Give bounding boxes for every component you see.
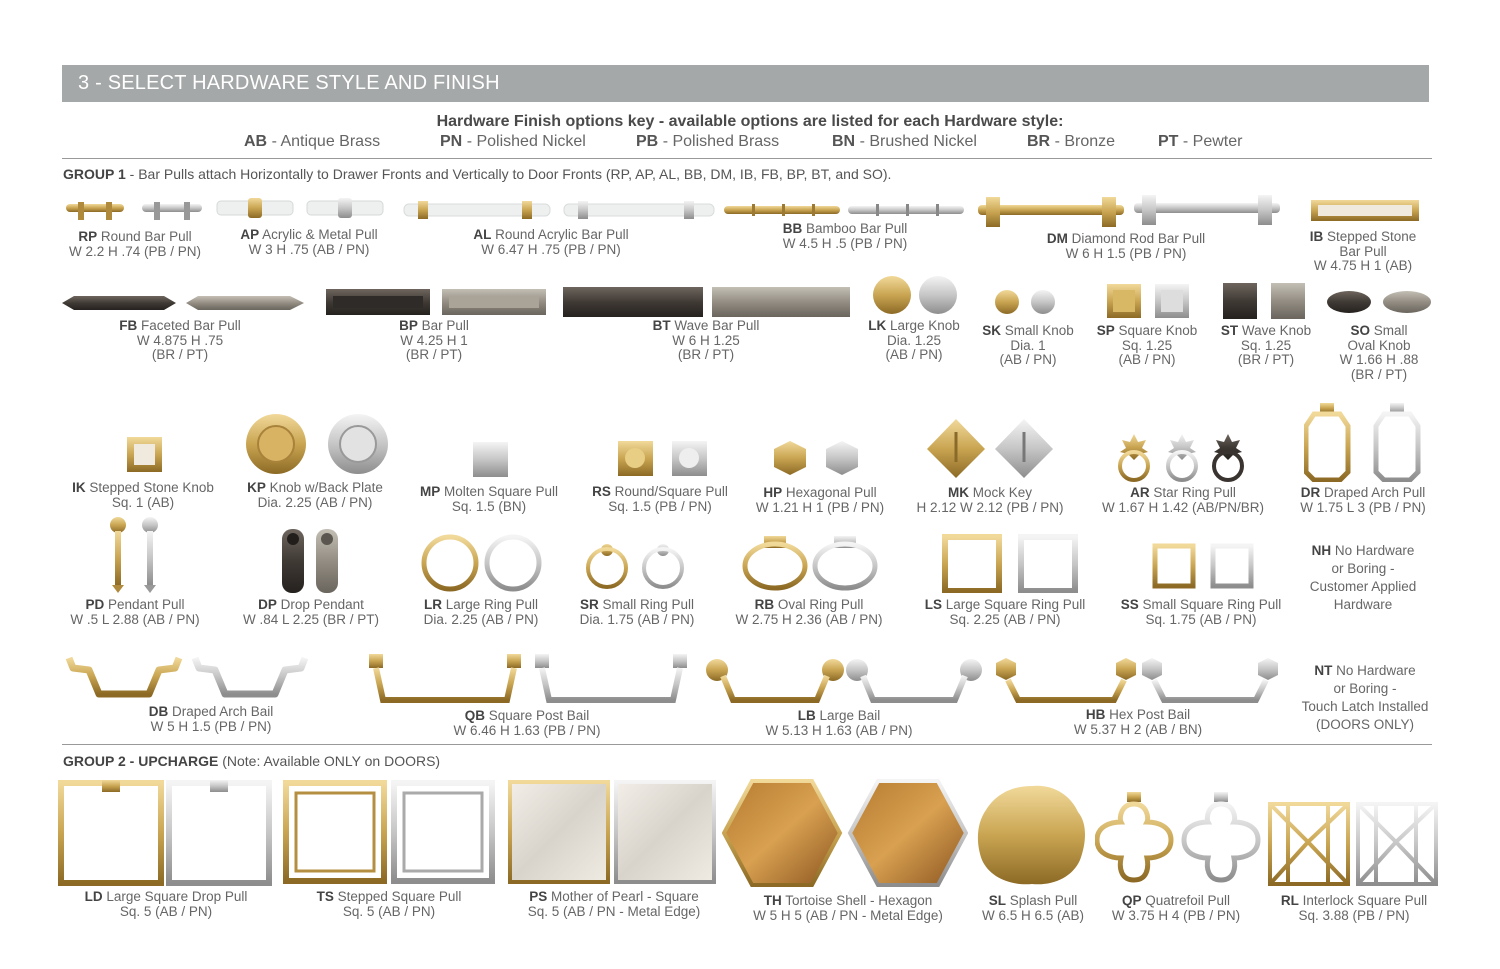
lk-large-knob-image[interactable] (872, 273, 962, 317)
rl-interlock-square-pull-image[interactable] (1268, 802, 1438, 886)
ik-stepped-stone-knob-image[interactable] (126, 436, 164, 474)
rl-caption: RL Interlock Square Pull Sq. 3.88 (PB / PN) (1280, 893, 1428, 923)
sp-square-knob-image[interactable] (1106, 283, 1192, 319)
group1-heading: GROUP 1 - Bar Pulls attach Horizontally to Drawer Fronts and Vertically to Door Fronts (RP, AP, AL, BB, DM, IB, FB, BP, BT, and SO). (63, 166, 892, 182)
bt-caption: BT Wave Bar Pull W 6 H 1.25 (BR / PT) (652, 318, 760, 362)
nh-caption: NH No Hardware or Boring - Customer Applied Hardware (1309, 543, 1417, 612)
al-caption: AL Round Acrylic Bar Pull W 6.47 H .75 (PB / PN) (473, 227, 629, 257)
hb-hex-post-bail-image[interactable] (994, 656, 1280, 708)
hb-caption: HB Hex Post Bail W 5.37 H 2 (AB / BN) (1073, 707, 1203, 737)
al-round-acrylic-bar-pull-image[interactable] (402, 198, 718, 222)
pd-pendant-pull-image[interactable] (106, 515, 166, 595)
dm-diamond-rod-bar-pull-image[interactable] (976, 193, 1286, 229)
ld-caption: LD Large Square Drop Pull Sq. 5 (AB / PN) (84, 889, 248, 919)
qp-caption: QP Quatrefoil Pull W 3.75 H 4 (PB / PN) (1111, 893, 1241, 923)
st-caption: ST Wave Knob Sq. 1.25 (BR / PT) (1220, 323, 1312, 367)
finish-key-pn: PN - Polished Nickel (440, 133, 586, 150)
finish-key-pt: PT - Pewter (1158, 133, 1243, 150)
rb-oval-ring-pull-image[interactable] (742, 532, 878, 592)
ps-caption: PS Mother of Pearl - Square Sq. 5 (AB / PN - Metal Edge) (527, 889, 701, 919)
sl-caption: SL Splash Pull W 6.5 H 6.5 (AB) (981, 893, 1085, 923)
rb-caption: RB Oval Ring Pull W 2.75 H 2.36 (AB / PN) (735, 597, 883, 627)
fb-caption: FB Faceted Bar Pull W 4.875 H .75 (BR / PT) (119, 318, 241, 362)
th-caption: TH Tortoise Shell - Hexagon W 5 H 5 (AB / PN - Metal Edge) (753, 893, 943, 923)
qp-quatrefoil-pull-image[interactable] (1095, 792, 1261, 884)
nt-caption: NT No Hardware or Boring - Touch Latch Installed (DOORS ONLY) (1301, 663, 1429, 732)
bp-bar-pull-image[interactable] (325, 288, 549, 316)
ik-caption: IK Stepped Stone Knob Sq. 1 (AB) (72, 480, 214, 510)
ss-caption: SS Small Square Ring Pull Sq. 1.75 (AB / PN) (1120, 597, 1282, 627)
st-wave-knob-image[interactable] (1222, 282, 1308, 320)
qb-square-post-bail-image[interactable] (367, 652, 687, 706)
dp-drop-pendant-image[interactable] (280, 525, 342, 595)
dr-draped-arch-pull-image[interactable] (1304, 402, 1424, 482)
ib-caption: IB Stepped Stone Bar Pull W 4.75 H 1 (AB) (1309, 229, 1417, 273)
ar-caption: AR Star Ring Pull W 1.67 H 1.42 (AB/PN/BR) (1101, 485, 1265, 515)
so-caption: SO Small Oval Knob W 1.66 H .88 (BR / PT) (1339, 323, 1419, 382)
lb-large-bail-image[interactable] (705, 658, 985, 708)
qb-caption: QB Square Post Bail W 6.46 H 1.63 (PB / PN) (453, 708, 601, 738)
db-draped-arch-bail-image[interactable] (63, 654, 313, 702)
finish-key-bn: BN - Brushed Nickel (832, 133, 977, 150)
bt-wave-bar-pull-image[interactable] (562, 286, 852, 318)
finish-key-br: BR - Bronze (1027, 133, 1116, 150)
sr-caption: SR Small Ring Pull Dia. 1.75 (AB / PN) (579, 597, 695, 627)
db-caption: DB Draped Arch Bail W 5 H 1.5 (PB / PN) (148, 704, 274, 734)
bb-bamboo-bar-pull-image[interactable] (722, 200, 968, 220)
bb-caption: BB Bamboo Bar Pull W 4.5 H .5 (PB / PN) (782, 221, 908, 251)
sp-caption: SP Square Knob Sq. 1.25 (AB / PN) (1096, 323, 1198, 367)
lr-caption: LR Large Ring Pull Dia. 2.25 (AB / PN) (423, 597, 539, 627)
ss-small-square-ring-pull-image[interactable] (1152, 543, 1256, 589)
hp-hexagonal-pull-image[interactable] (772, 439, 864, 477)
ap-caption: AP Acrylic & Metal Pull W 3 H .75 (AB / PN) (240, 227, 378, 257)
mp-caption: MP Molten Square Pull Sq. 1.5 (BN) (419, 484, 559, 514)
so-small-oval-knob-image[interactable] (1325, 289, 1435, 315)
ls-large-square-ring-pull-image[interactable] (941, 533, 1081, 593)
ib-stepped-stone-bar-pull-image[interactable] (1310, 199, 1420, 223)
sk-small-knob-image[interactable] (993, 288, 1059, 316)
pd-caption: PD Pendant Pull W .5 L 2.88 (AB / PN) (70, 597, 200, 627)
rs-caption: RS Round/Square Pull Sq. 1.5 (PB / PN) (592, 484, 728, 514)
dr-caption: DR Draped Arch Pull W 1.75 L 3 (PB / PN) (1300, 485, 1426, 515)
finish-key-title: Hardware Finish options key - available options are listed for each Hardware style: (436, 113, 1064, 130)
section-title: 3 - SELECT HARDWARE STYLE AND FINISH (62, 65, 1429, 102)
rp-round-bar-pull-image[interactable] (64, 196, 204, 226)
divider (62, 158, 1432, 159)
sr-small-ring-pull-image[interactable] (581, 542, 691, 590)
ap-acrylic-metal-pull-image[interactable] (215, 193, 385, 223)
ps-mother-of-pearl-square-image[interactable] (508, 780, 718, 886)
ts-caption: TS Stepped Square Pull Sq. 5 (AB / PN) (316, 889, 462, 919)
lr-large-ring-pull-image[interactable] (420, 532, 546, 594)
kp-caption: KP Knob w/Back Plate Dia. 2.25 (AB / PN) (247, 480, 383, 510)
rp-caption: RP Round Bar Pull W 2.2 H .74 (PB / PN) (68, 229, 202, 259)
mk-caption: MK Mock Key H 2.12 W 2.12 (PB / PN) (916, 485, 1064, 515)
group2-heading: GROUP 2 - UPCHARGE (Note: Available ONLY on DOORS) (63, 753, 441, 769)
ts-stepped-square-pull-image[interactable] (283, 780, 495, 886)
dp-caption: DP Drop Pendant W .84 L 2.25 (BR / PT) (242, 597, 380, 627)
sk-caption: SK Small Knob Dia. 1 (AB / PN) (982, 323, 1074, 367)
divider (62, 744, 1432, 745)
ar-star-ring-pull-image[interactable] (1114, 432, 1250, 482)
fb-faceted-bar-pull-image[interactable] (60, 293, 306, 313)
mp-molten-square-pull-image[interactable] (472, 441, 510, 479)
lb-caption: LB Large Bail W 5.13 H 1.63 (AB / PN) (765, 708, 913, 738)
ls-caption: LS Large Square Ring Pull Sq. 2.25 (AB / PN) (924, 597, 1086, 627)
kp-knob-back-plate-image[interactable] (245, 413, 391, 475)
lk-caption: LK Large Knob Dia. 1.25 (AB / PN) (868, 318, 960, 362)
hp-caption: HP Hexagonal Pull W 1.21 H 1 (PB / PN) (755, 485, 885, 515)
mk-mock-key-image[interactable] (925, 418, 1055, 480)
th-tortoise-shell-hexagon-image[interactable] (722, 778, 968, 888)
rs-round-square-pull-image[interactable] (617, 440, 709, 478)
sl-splash-pull-image[interactable] (974, 782, 1090, 888)
dm-caption: DM Diamond Rod Bar Pull W 6 H 1.5 (PB / PN) (1046, 231, 1206, 261)
bp-caption: BP Bar Pull W 4.25 H 1 (BR / PT) (399, 318, 469, 362)
finish-key-pb: PB - Polished Brass (636, 133, 780, 150)
ld-large-square-drop-pull-image[interactable] (58, 780, 272, 886)
finish-key-ab: AB - Antique Brass (244, 133, 381, 150)
